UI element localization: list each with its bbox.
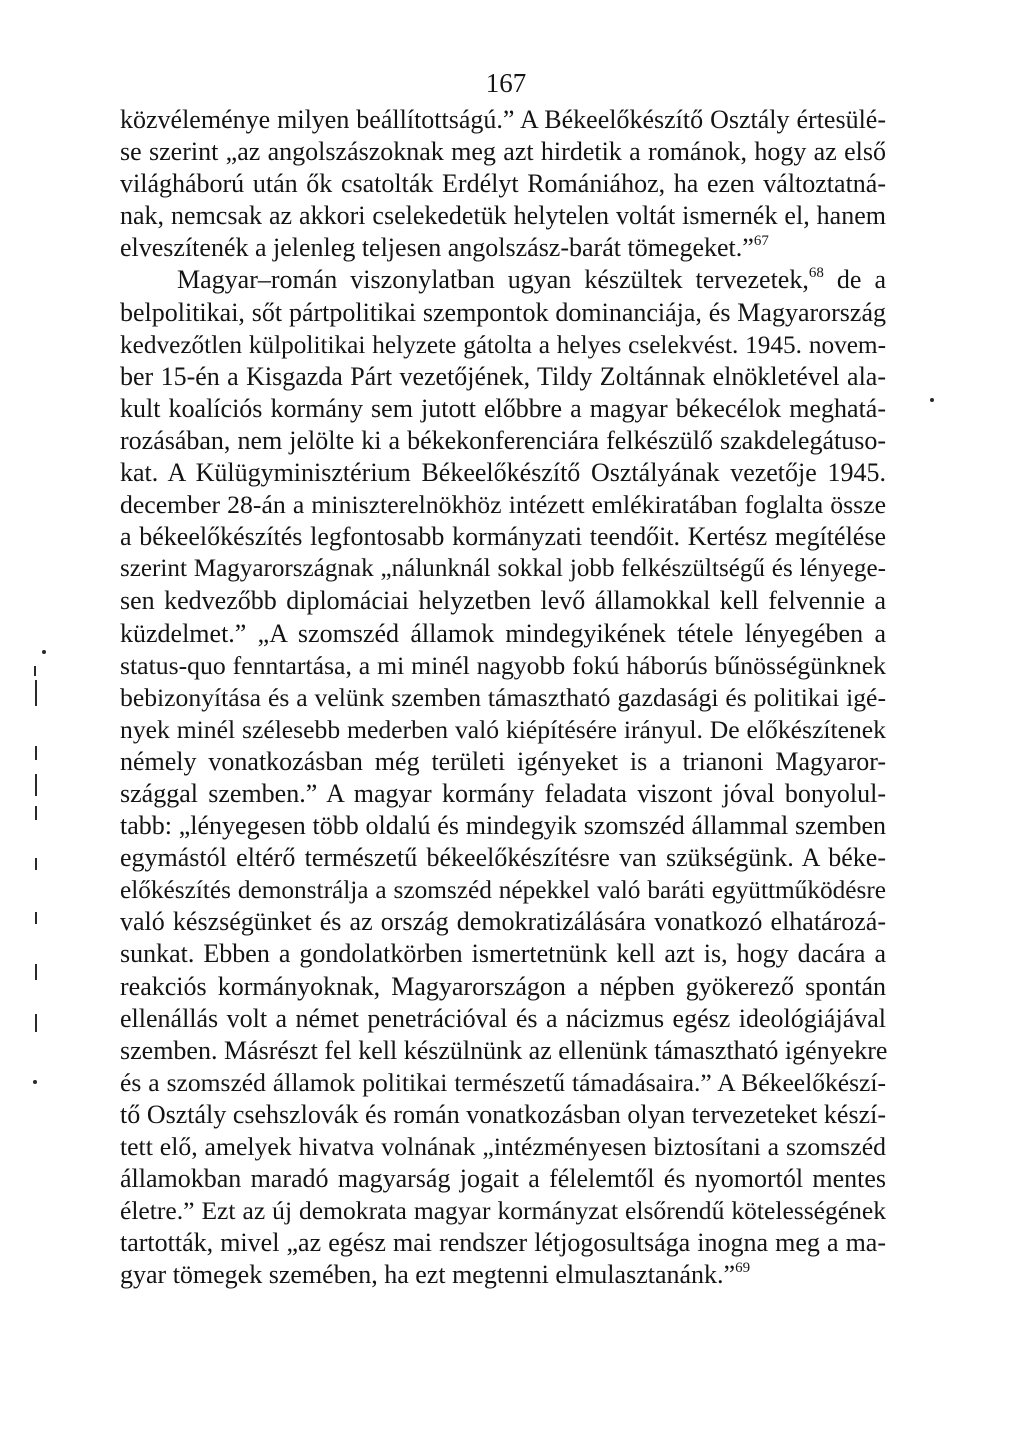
text-line-content: kat. A Külügyminisztérium Békeelőkészítő Osztályának vezetője 1945. — [120, 458, 886, 488]
text-line — [120, 778, 886, 810]
text-line-content: elveszítenék a jelenleg teljesen angolszász-barát tömegeket.” — [120, 233, 754, 263]
text-line-content: a békeelőkészítés legfontosabb kormányzati teendőit. Kertész megítélése — [120, 522, 886, 552]
text-line-content: sunkat. Ebben a gondolatkörben ismertetnünk kell azt is, hogy dacára a — [120, 939, 886, 969]
scan-artifact — [35, 680, 37, 706]
text-line — [120, 1035, 886, 1067]
text-line-content: Magyar–román viszonylatban ugyan készültek tervezetek, — [177, 265, 809, 295]
text-line — [120, 1067, 886, 1099]
text-line — [120, 136, 886, 168]
scan-artifact — [35, 964, 37, 980]
text-line — [120, 264, 886, 296]
text-line-content: való készségünket és az ország demokratizálására vonatkozó elhatározá- — [120, 907, 886, 937]
text-line-content: ber 15-én a Kisgazda Párt vezetőjének, Tildy Zoltánnak elnökletével ala- — [120, 361, 886, 391]
text-line — [120, 457, 886, 489]
text-line-continuation: de a — [823, 265, 886, 295]
footnote-reference: 68 — [808, 265, 824, 282]
text-line-content: se szerint „az angolszászoknak meg azt hirdetik a románok, hogy az első — [120, 137, 886, 167]
text-line — [120, 104, 886, 136]
text-line — [120, 297, 886, 329]
text-line — [120, 361, 886, 393]
scan-artifact — [930, 398, 934, 402]
text-line — [120, 489, 886, 521]
text-line — [120, 553, 886, 585]
text-line — [120, 842, 886, 874]
text-line — [120, 746, 886, 778]
text-line-content: tabb: „lényegesen több oldalú és mindegyik szomszéd állammal szemben — [120, 811, 886, 841]
scan-artifact — [42, 650, 46, 654]
text-line — [120, 810, 886, 842]
text-line — [120, 1163, 886, 1195]
text-line-content: tő Osztály csehszlovák és román vonatkozásban olyan tervezeteket készí- — [120, 1099, 886, 1129]
text-line-content: december 28-án a miniszterelnökhöz intézett emlékiratában foglalta össze — [120, 490, 886, 520]
text-line-content: reakciós kormányoknak, Magyarországon a népben gyökerező spontán — [120, 971, 886, 1001]
text-line-content: belpolitikai, sőt pártpolitikai szempontok dominanciája, és Magyarország — [120, 297, 886, 327]
scan-artifact — [35, 746, 37, 760]
text-line-content: világháború után ők csatolták Erdélyt Romániához, ha ezen változtatná- — [120, 169, 886, 199]
text-line-content: némely vonatkozásban még területi igényeket is a trianoni Magyaror- — [120, 746, 886, 776]
text-line — [120, 874, 886, 906]
text-line-content: bebizonyítása és a velünk szemben támasztható gazdasági és politikai igé- — [120, 682, 886, 712]
text-line-content: és a szomszéd államok politikai természetű támadásaira.” A Békeelőkészí- — [120, 1067, 886, 1097]
text-line-content: kult koalíciós kormány sem jutott előbbre a magyar békecélok meghatá- — [120, 393, 886, 423]
text-line-content: szerint Magyarországnak „nálunknál sokkal jobb felkészültségű és lényege- — [120, 555, 886, 583]
text-line — [120, 714, 886, 746]
text-line — [120, 521, 886, 553]
scan-artifact — [33, 1080, 37, 1084]
text-line — [120, 200, 886, 232]
text-line-content: egymástól eltérő természetű békeelőkészítésre van szükségünk. A béke- — [120, 843, 886, 873]
text-line-content: kedvezőtlen külpolitikai helyzete gátolta a helyes cselekvést. 1945. novem- — [120, 330, 886, 359]
text-line — [120, 1099, 886, 1131]
text-line — [120, 329, 886, 361]
scan-artifact — [35, 1014, 37, 1032]
text-line-content: életre.” Ezt az új demokrata magyar kormányzat elsőrendű kötelességének — [120, 1196, 886, 1226]
footnote-reference: 69 — [735, 1260, 751, 1277]
text-line-content: status-quo fenntartása, a mi minél nagyobb fokú háborús bűnösségünknek — [120, 650, 886, 680]
page-number: 167 — [485, 68, 527, 98]
text-line-content: nak, nemcsak az akkori cselekedetük helytelen voltát ismernék el, hanem — [120, 201, 886, 231]
text-line — [120, 618, 886, 650]
text-line — [120, 1259, 886, 1291]
text-line — [120, 232, 886, 264]
text-line — [120, 168, 886, 200]
scan-artifact — [35, 774, 37, 796]
scan-artifact — [34, 666, 36, 676]
text-line-content: gyar tömegek szemében, ha ezt megtenni elmulasztanánk.” — [120, 1260, 736, 1290]
text-line-content: tett elő, amelyek hivatva volnának „intézményesen biztosítani a szomszéd — [120, 1132, 886, 1161]
text-line-content: tartották, mivel „az egész mai rendszer létjogosultsága inogna meg a ma- — [120, 1228, 886, 1258]
text-line — [120, 971, 886, 1003]
text-line — [120, 1131, 886, 1163]
text-line-content: államokban maradó magyarság jogait a félelemtől és nyomortól mentes — [120, 1164, 886, 1194]
text-line — [120, 585, 886, 617]
text-line-content: ellenállás volt a német penetrációval és a nácizmus egész ideológiájával — [120, 1003, 886, 1033]
text-line-content: előkészítés demonstrálja a szomszéd népekkel való baráti együttműködésre — [120, 876, 886, 905]
text-line-content: közvéleménye milyen beállítottságú.” A Békeelőkészítő Osztály értesülé- — [120, 105, 886, 134]
text-line-content: küzdelmet.” „A szomszéd államok mindegyikének tétele lényegében a — [120, 618, 886, 648]
text-line-content: nyek minél szélesebb mederben való kiépítésére irányul. De előkészítenek — [120, 714, 886, 744]
text-line-content: rozásában, nem jelölte ki a békekonferenciára felkészülő szakdelegátuso- — [120, 425, 886, 455]
text-line — [120, 906, 886, 938]
text-line — [120, 425, 886, 457]
text-line-content: sen kedvezőbb diplomáciai helyzetben levő államokkal kell felvennie a — [120, 586, 886, 616]
text-line — [120, 1227, 886, 1259]
scan-artifact — [35, 858, 37, 870]
body-text — [120, 104, 886, 1291]
text-line-content: szággal szemben.” A magyar kormány feladata viszont jóval bonyolul- — [120, 778, 886, 808]
text-line — [120, 938, 886, 970]
text-line-content: szemben. Másrészt fel kell készülnünk az ellenünk támasztható igényekre — [120, 1035, 888, 1065]
scan-artifact — [35, 912, 37, 924]
text-line — [120, 1195, 886, 1227]
text-line — [120, 393, 886, 425]
scan-artifact — [35, 806, 37, 820]
footnote-reference: 67 — [753, 233, 769, 250]
text-line — [120, 682, 886, 714]
text-line — [120, 650, 886, 682]
text-line — [120, 1003, 886, 1035]
